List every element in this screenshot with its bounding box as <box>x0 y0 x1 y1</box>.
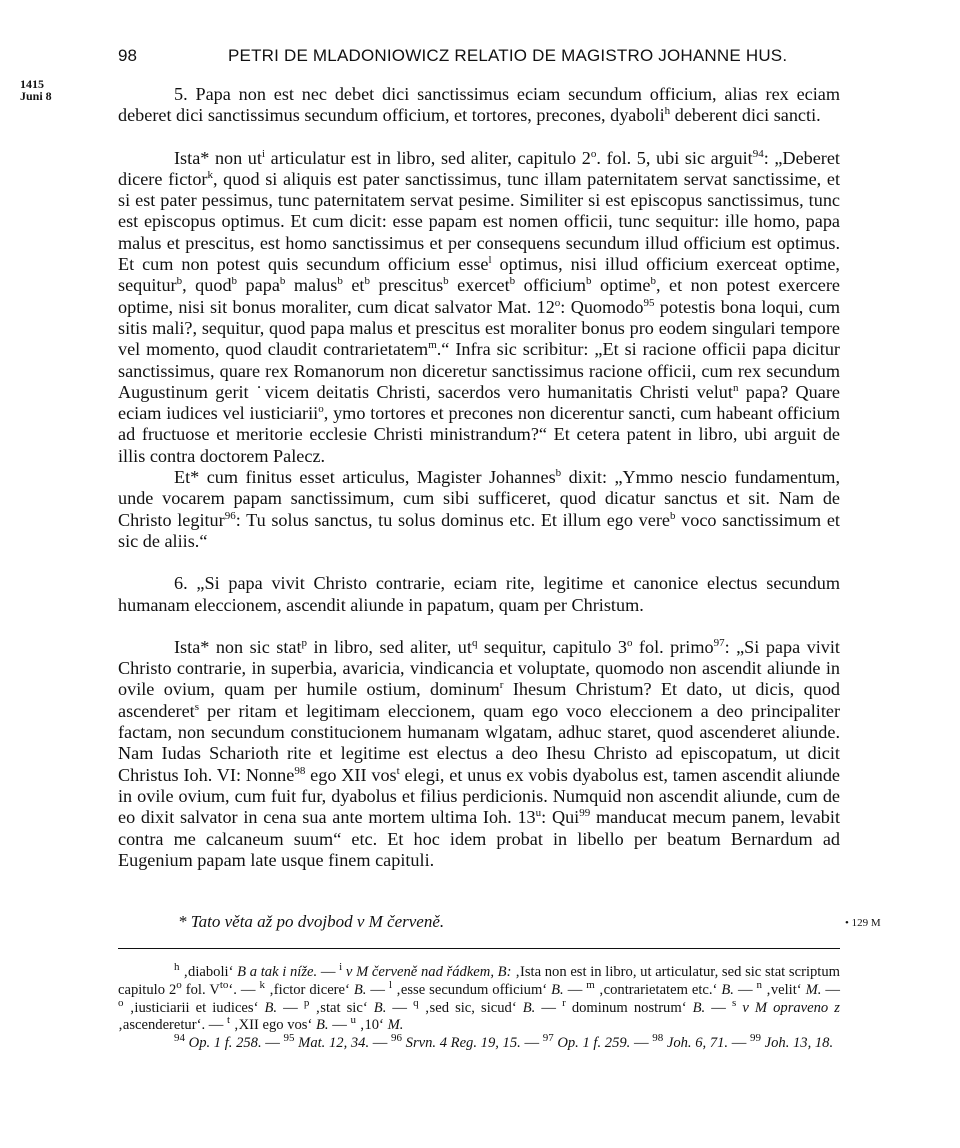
margin-date <box>20 78 52 102</box>
margin-day: Juni 8 <box>20 89 52 103</box>
main-text <box>118 84 840 871</box>
running-header <box>118 46 838 74</box>
footnote-divider <box>118 948 840 949</box>
page-number: 98 <box>118 46 137 65</box>
margin-year: 1415 <box>20 77 44 91</box>
running-title: PETRI DE MLADONIOWICZ RELATIO DE MAGISTRO JOHANNE HUS. <box>228 46 788 65</box>
margin-folio-note: • 129 M <box>845 917 881 929</box>
footnote-references: $^{94}$ Op. 1 f. 258. — $^{95}$ Mat. 12, 34. — $^{96}$ Srvn. 4 Reg. 19, 15. — $^{97}$ Op. 1 f. 259. — $^{98}$ Joh. 6, 71. — $^{99}$ Joh. 13, 18. <box>174 1032 834 1052</box>
paragraph-article-6: 6. „Si papa vivit Christo contrarie, eciam rite, legitime et canonice electus secundum humanam eleccionem, ascendit aliunde in papatum, quam per Christum. <box>118 573 840 615</box>
paragraph-commentary-2: Ista* non sic stat$^p$ in libro, sed aliter, $ut^q$ sequitur, capitulo 3$^o$ fol. primo$^{97}$: „Si papa vivit Christo contrarie, in superbia, avaricia, vindicancia et voluptate, quomodo non ascendit aliunde in ovile ovium, quam per humile ostium, dominum$^r$ Ihesum Christum? Et dato, ut dicis, quod ascenderet$^s$ per ritam et legitimam eleccionem, quam ego voco eleccionem a deo principaliter factam, non secundum constitucionem humanam wlgatam, adhuc staret, quod ascenderet aliunde. Nam Iudas Scharioth rite et legitime est electus a deo Ihesu Christo ad episcopatum, ut dicit Christus Ioh. VI: Nonne$^{98}$ ego XII vos$^t$ elegi, et unus ex vobis dyabolus est, tamen ascendit aliunde in ovile ovium, cum fuit fur, dyabolus et filius perdicionis. Numquid non ascendit aliunde, cum de eo dixit salvator in cena sua ante mortem ultima Ioh. 13$^u$: Qui$^{99}$ manducat mecum panem, levabit contra me calcaneum suum“ etc. Et hoc idem probat in libello per beatum Bernardum ad Eugenium papam late usque finem capituli. <box>118 636 841 870</box>
footnote-variants: $^h$ ‚diaboli‘ B a tak i níže. — $^i$ v M červeně nad řádkem, B: ‚Ista non est in libro, ut articulatur, sed sic stat scriptum capitulo 2$^o$ fol. $V^{to}‘$. — $^k$ ‚fictor dicere‘ B. — $^l$ ‚esse secundum officium‘ B. — $^m$ ‚contrarietatem etc.‘ B. — $^n$ ‚velit‘ M. — $^o$ ‚iusticiarii et iudices‘ B. — $^p$ ‚stat sic‘ B. — $^q$ ‚sed sic, sicud‘ B. — $^r$ dominum nostrum‘ B. — $^s$ v M opraveno z ‚ascenderetur‘. — $^t$ ‚XII ego vos‘ B. — $^u$ ‚10‘ M. <box>118 961 841 1034</box>
paragraph-hus-response: Et* cum finitus esset articulus, Magister Johannes$^b$ dixit: „Ymmo nescio fundamentum, unde vocarem papam sanctissimum, cum sibi sufficeret, quod dicatur sanctus et sit. Nam de Christo legitur$^{96}$: Tu solus sanctus, tu solus dominus etc. Et illum ego vere$^b$ voco sanctissimum et sic de aliis.“ <box>118 466 841 551</box>
footnotes <box>118 961 841 1053</box>
paragraph-article-5: 5. Papa non est nec debet dici sanctissimus eciam secundum officium, alias rex eciam deberet dici sanctissimus secundum officium, et tortores, precones, dyaboli$^h$ deberent dici sancti. <box>118 84 840 126</box>
star-note: * Tato věta až po dvojbod v M červeně. <box>178 912 445 931</box>
paragraph-commentary-1: Ista* non $ut^i$ articulatur est in libro, sed aliter, capitulo 2$^o$. fol. 5, ubi sic arguit$^{94}$: „Deberet dicere fictor$^k$, quod si aliquis est pater sanctissimus, tunc illam paternitatem servat sanctissime, et si est pater pessimus, tunc paternitatem servat pesime. Similiter si est episcopus sanctissimus, tunc est episcopus optimus. Et cum dicit: esse papam est nomen officii, tunc sequitur: ille homo, papa malus et prescitus, est homo sanctissimus et per consequens secundum illud officium est optimus. Et cum non potest quis secundum officium esse$^l$ optimus, nisi illud officium exerceat optime, sequitur$^b$, quod$^b$ papa$^b$ malus$^b$ $et^b$ prescitus$^b$ exercet$^b$ officium$^b$ optime$^b$, et non potest exercere optime, nisi sit bonus moraliter, cum dicat salvator Mat. 12$^o$: Quomodo$^{95}$ potestis bona loqui, cum sitis mali?, sequitur, quod papa malus et prescitus est moraliter bonus pro eodem singulari tempore vel momento, quod claudit contrarietatem$^m$.“ Infra sic scribitur: „Et si racione officii papa dicitur sanctissimus, quare rex Romanorum non diceretur sanctissimus racione officii, cum rex secundum Augustinum gerit ˙vicem deitatis Christi, sacerdos vero humanitatis Christi velut$^n$ papa? Quare eciam iudices vel iusticiarii$^o$, ymo tortores et precones non dicerentur sancti, cum habeant officium ad fructuose et meritorie ecclesie Christi ministrandum?“ Et cetera patent in libro, ubi arguit de illis contra doctorem Palecz. <box>118 147 840 466</box>
